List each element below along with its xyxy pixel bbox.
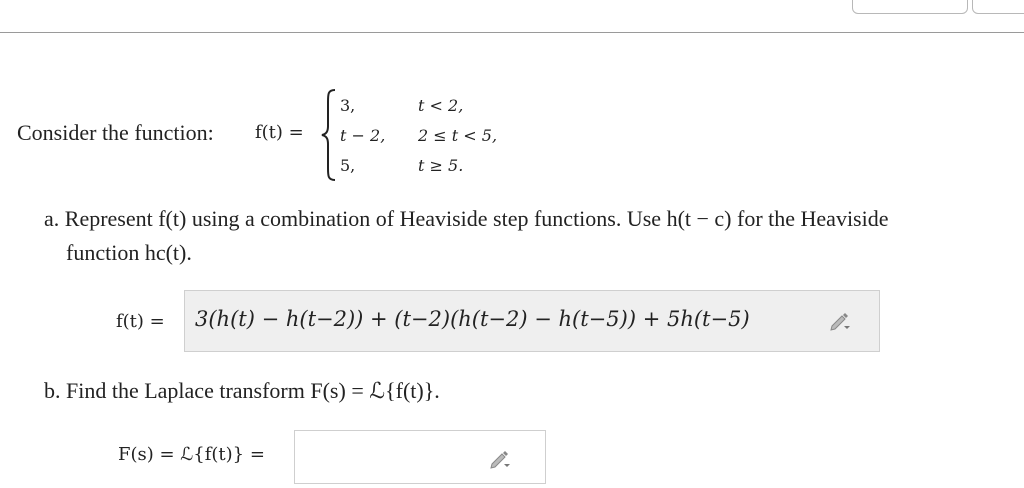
part-a-question-line-1: a. Represent f(t) using a combination of Heaviside step functions. Use h(t − c) for the Heaviside <box>44 206 889 231</box>
pencil-icon[interactable] <box>829 311 851 331</box>
case-2-expr: t − 2, <box>340 126 386 145</box>
case-1-condition: t < 2, <box>418 96 464 115</box>
function-lhs: f(t) = <box>255 122 304 143</box>
part-b-answer-label: F(s) = ℒ{f(t)} = <box>118 444 265 465</box>
intro-text: Consider the function: <box>17 120 214 145</box>
part-a-answer-value: 3(h(t) − h(t−2)) + (t−2)(h(t−2) − h(t−5)) + 5h(t−5) <box>195 307 750 331</box>
header-divider <box>0 32 1024 33</box>
case-3-expr: 5, <box>340 156 356 175</box>
case-1-expr: 3, <box>340 96 356 115</box>
top-button-1[interactable] <box>852 0 968 14</box>
part-b-question: b. Find the Laplace transform F(s) = ℒ{f(t)}. <box>44 378 440 403</box>
pencil-icon[interactable] <box>489 449 511 469</box>
case-3-condition: t ≥ 5. <box>418 156 464 175</box>
part-a-question-line-2: function hc(t). <box>66 240 192 265</box>
left-brace <box>320 88 338 182</box>
top-button-2[interactable] <box>972 0 1024 14</box>
part-a-answer-label: f(t) = <box>116 311 165 332</box>
part-b-answer-field[interactable] <box>294 430 546 484</box>
part-a-answer-field[interactable] <box>184 290 880 352</box>
case-2-condition: 2 ≤ t < 5, <box>418 126 498 145</box>
